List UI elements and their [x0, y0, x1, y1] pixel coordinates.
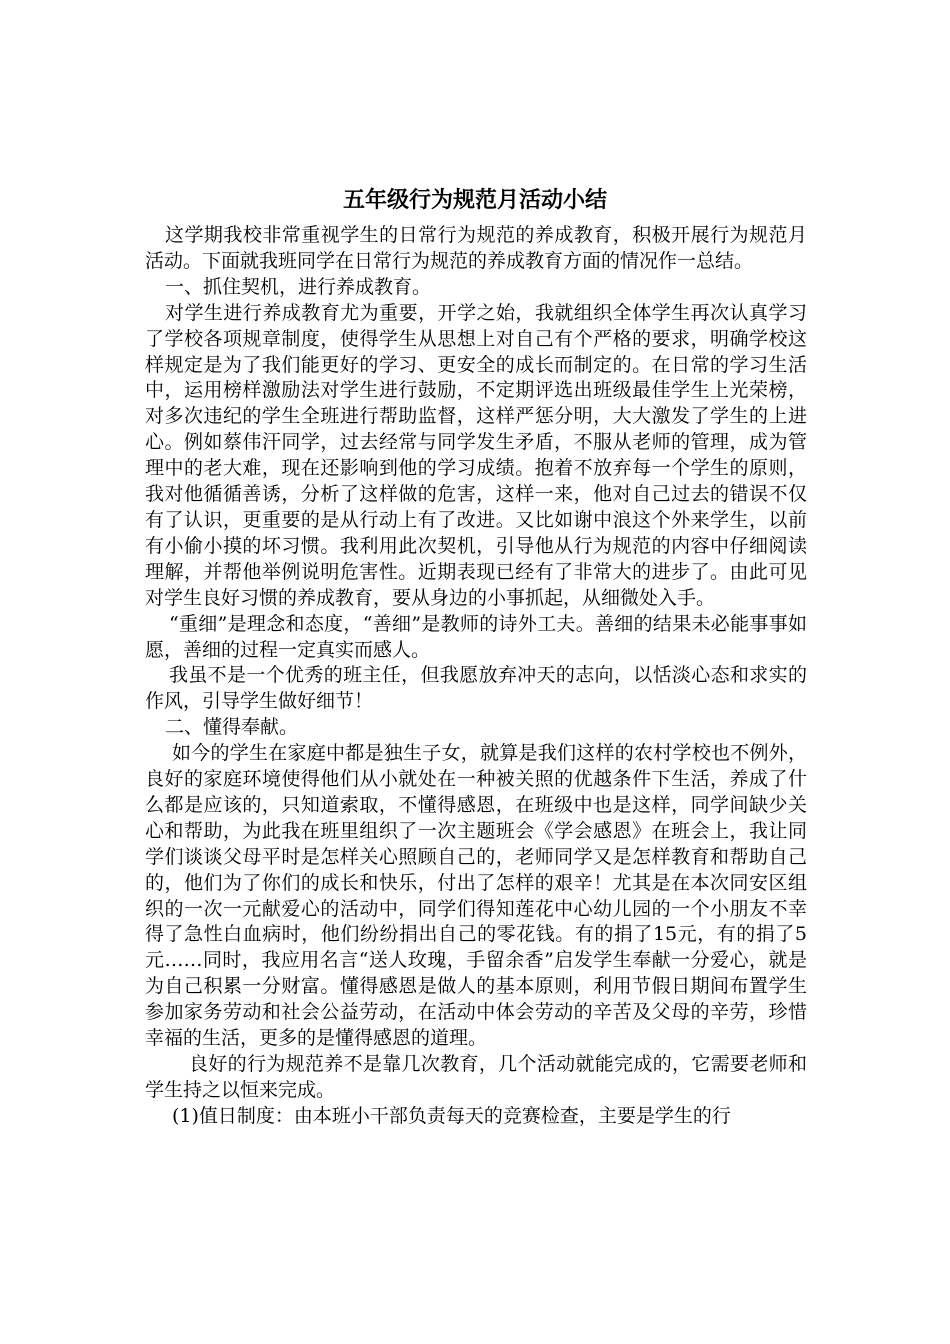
paragraph-habit-education: 对学生进行养成教育尤为重要，开学之始，我就组织全体学生再次认真学习了学校各项规章制度，使得学生从思想上对自己有个严格的要求，明确学校这样规定是为了我们能更好的学习、更安全的成长而制定的。在日常的学习生活中，运用榜样激励法对学生进行鼓励，不定期评选出班级最佳学生上光荣榜，对多次违纪的学生全班进行帮助监督，这样严惩分明，大大激发了学生的上进心。例如蔡伟汗同学，过去经常与同学发生矛盾，不服从老师的管理，成为管理中的老大难，现在还影响到他的学习成绩。抱着不放弃每一个学生的原则，我对他循循善诱，分析了这样做的危害，这样一来，他对自己过去的错误不仅有了认识，更重要的是从行动上有了改进。又比如谢中浪这个外来学生，以前有小偷小摸的坏习惯。我利用此次契机，引导他从行为规范的内容中仔细阅读理解，并帮他举例说明危害性。近期表现已经有了非常大的进步了。由此可见对学生良好习惯的养成教育，要从身边的小事抓起，从细微处入手。	[145, 301, 807, 609]
paragraph-duty-system: (1)值日制度：由本班小干部负责每天的竞赛检查，主要是学生的行	[172, 1104, 731, 1127]
document-body	[145, 223, 807, 1130]
paragraph-intro: 这学期我校非常重视学生的日常行为规范的养成教育，积极开展行为规范月活动。下面就我班同学在日常行为规范的养成教育方面的情况作一总结。	[145, 224, 807, 272]
paragraph-persistence: 良好的行为规范养不是靠几次教育，几个活动就能完成的，它需要老师和学生持之以恒来完成。	[145, 1053, 807, 1101]
document-title: 五年级行为规范月活动小结	[342, 187, 607, 213]
paragraph-teacher-attitude: 我虽不是一个优秀的班主任，但我愿放弃冲天的志向，以恬淡心态和求实的作风，引导学生做好细节！	[145, 664, 807, 713]
section-heading-2: 二、懂得奉献。	[165, 716, 299, 739]
paragraph-gratitude: 如今的学生在家庭中都是独生子女，就算是我们这样的农村学校也不例外，良好的家庭环境使得他们从小就处在一种被关照的优越条件下生活，养成了什么都是应该的，只知道索取，不懂得感恩，在班级中也是这样，同学间缺少关心和帮助，为此我在班里组织了一次主题班会《学会感恩》在班会上，我让同学们谈谈父母平时是怎样关心照顾自己的，老师同学又是怎样教育和帮助自己的，他们为了你们的成长和快乐，付出了怎样的艰辛！尤其是在本次同安区组织的一次一元献爱心的活动中，同学们得知莲花中心幼儿园的一个小朋友不幸得了急性白血病时，他们纷纷捐出自己的零花钱。有的捐了15元，有的捐了5元……同时，我应用名言“送人玫瑰，手留余香”启发学生奉献一分爱心，就是为自己积累一分财富。懂得感恩是做人的基本原则，利用节假日期间布置学生参加家务劳动和社会公益劳动，在活动中体会劳动的辛苦及父母的辛劳，珍惜幸福的生活，更多的是懂得感恩的道理。	[145, 742, 807, 1050]
paragraph-details: “重细”是理念和态度，“善细”是教师的诗外工夫。善细的结果未必能事事如愿，善细的过程一定真实而感人。	[145, 612, 807, 661]
section-heading-1: 一、抓住契机，进行养成教育。	[165, 275, 432, 298]
